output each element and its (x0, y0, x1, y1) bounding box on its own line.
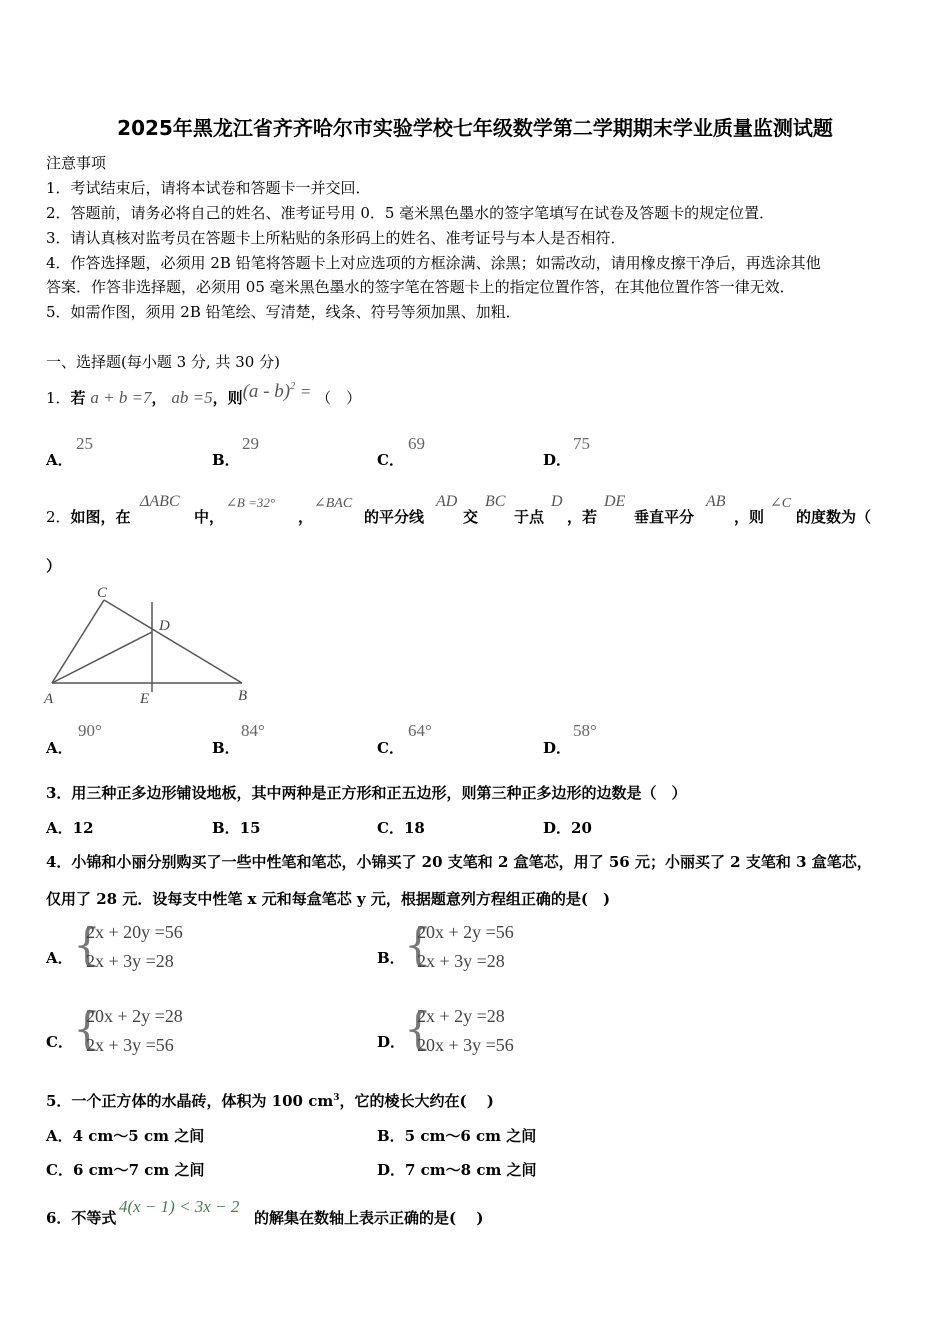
q4-c-eq1: 20x + 2y =28 (86, 1006, 183, 1026)
question-4-line2: 仅用了 28 元．设每支中性笔 x 元和每盒笔芯 y 元，根据题意列方程组正确的是( ) (46, 890, 611, 908)
q2-option-c: C． (377, 739, 404, 757)
q1-option-a-value: 25 (76, 434, 93, 453)
label-b: B (238, 688, 248, 704)
side-cb (104, 600, 242, 683)
q2-part: 的平分线 (364, 508, 425, 526)
q2-part: ，则 (734, 508, 765, 526)
q2-math-angle-bac: ∠BAC (314, 496, 353, 511)
q4-option-a: A． (46, 949, 73, 967)
q1-text: 若 (70, 389, 86, 407)
brace-icon: { (404, 1004, 432, 1055)
q2-option-a-value: 90° (78, 721, 102, 740)
q4-a-eq1: 2x + 20y =56 (86, 922, 183, 942)
q6-text: 的解集在数轴上表示正确的是( ) (254, 1209, 484, 1227)
question-5 (46, 1090, 494, 1111)
q3-option-b: B．15 (212, 819, 261, 837)
q2-part: 垂直平分 (634, 508, 695, 526)
brace-icon: { (73, 920, 101, 971)
segment-ad (52, 632, 152, 683)
label-c: C (97, 585, 108, 601)
notice-line: 5．如需作图，须用 2B 铅笔绘、写清楚，线条、符号等须加黑、加粗． (46, 303, 521, 321)
label-e: E (140, 691, 150, 707)
label-d: D (159, 618, 170, 634)
q1-num: 1． (46, 389, 71, 407)
brace-icon: { (404, 920, 432, 971)
q4-b-eq1: 20x + 2y =56 (417, 922, 514, 942)
q4-b-eq2: 2x + 3y =28 (417, 951, 505, 971)
question-3: 3．用三种正多边形铺设地板，其中两种是正方形和正五边形，则第三种正多边形的边数是（ ） (46, 784, 687, 802)
q1-math: = (299, 382, 312, 401)
q2-close: ） (46, 557, 62, 575)
q5-option-d: D．7 cm～8 cm 之间 (377, 1161, 537, 1179)
q1-math: a + b =7 (90, 388, 152, 407)
q1-option-a: A． (46, 451, 73, 469)
q1-sup: 2 (290, 381, 296, 392)
q4-d-eq1: 2x + 2y =28 (417, 1006, 505, 1026)
q2-part: ， (298, 508, 314, 526)
q5-sup: 3 (333, 1093, 340, 1103)
q5-text: 5．一个正方体的水晶砖，体积为 100 cm (46, 1092, 334, 1110)
q2-option-b-value: 84° (241, 721, 265, 740)
q2-math-angle-c: ∠C (770, 496, 792, 511)
notice-line: 4．作答选择题，必须用 2B 铅笔将答题卡上对应选项的方框涂满、涂黑；如需改动，请用橡皮擦干净后，再选涂其他 (46, 254, 821, 272)
q3-option-a: A．12 (46, 819, 94, 837)
q2-part: ，若 (567, 508, 598, 526)
q3-option-d: D．20 (543, 819, 592, 837)
q1-text: ， (151, 389, 167, 407)
q2-part: 的度数为（ (796, 508, 872, 526)
q6-math: 4(x − 1) < 3x − 2 (119, 1197, 240, 1216)
q2-part: 于点 (514, 508, 545, 526)
q2-option-a: A． (46, 739, 73, 757)
page-title: 2025年黑龙江省齐齐哈尔市实验学校七年级数学第二学期期末学业质量监测试题 (117, 116, 833, 140)
q2-part: 如图，在 (70, 508, 131, 526)
q1-option-d-value: 75 (573, 434, 590, 453)
q1-text: ，则 (212, 389, 243, 407)
brace-icon: { (73, 1004, 101, 1055)
q1-math: (a - b) (242, 381, 291, 402)
notice-line: 3．请认真核对监考员在答题卡上所粘贴的条形码上的姓名、准考证号与本人是否相符． (46, 229, 626, 247)
q2-math-de: DE (604, 493, 626, 510)
q2-option-b: B． (212, 739, 240, 757)
q4-option-d: D． (377, 1033, 406, 1051)
q5-option-b: B．5 cm～6 cm 之间 (377, 1127, 537, 1145)
label-a: A (44, 691, 54, 707)
q4-option-c: C． (46, 1033, 73, 1051)
q5-option-c: C．6 cm～7 cm 之间 (46, 1161, 205, 1179)
q2-part: 交 (463, 508, 479, 526)
triangle-figure (42, 580, 272, 710)
notice-line: 1．考试结束后，请将本试卷和答题卡一并交回． (46, 179, 371, 197)
q2-math-ad: AD (436, 493, 458, 510)
q5-option-a: A．4 cm～5 cm 之间 (46, 1127, 205, 1145)
q2-math-angle-b: ∠B =32° (226, 495, 276, 510)
q2-math-bc: BC (485, 493, 506, 510)
q4-a-eq2: 2x + 3y =28 (86, 951, 174, 971)
q4-d-eq2: 20x + 3y =56 (417, 1035, 514, 1055)
notice-heading: 注意事项 (46, 154, 107, 172)
q5-text: ，它的棱长大约在( ) (339, 1092, 494, 1110)
q2-math-triangle: ΔABC (140, 493, 180, 510)
q1-paren: （ ） (316, 389, 362, 407)
q2-math-d: D (551, 493, 563, 510)
q1-option-b-value: 29 (242, 434, 259, 453)
q4-c-eq2: 2x + 3y =56 (86, 1035, 174, 1055)
q1-option-b: B． (212, 451, 240, 469)
q2-option-d: D． (543, 739, 572, 757)
notice-line: 2．答题前，请务必将自己的姓名、准考证号用 0．5 毫米黑色墨水的签字笔填写在试卷及答题卡的规定位置． (46, 204, 775, 222)
q1-option-d: D． (543, 451, 572, 469)
q4-option-b: B． (377, 949, 405, 967)
q1-math: ab =5 (171, 388, 213, 407)
question-1 (46, 381, 362, 409)
q1-option-c: C． (377, 451, 404, 469)
q2-math-ab: AB (706, 493, 726, 510)
question-6: 6．不等式 (46, 1209, 117, 1227)
q2-num: 2． (46, 508, 71, 526)
q2-text (46, 506, 131, 527)
section-heading: 一、选择题(每小题 3 分, 共 30 分) (46, 353, 280, 371)
notice-line: 答案．作答非选择题，必须用 05 毫米黑色墨水的签字笔在答题卡上的指定位置作答，在其他位置作答一律无效． (46, 278, 795, 296)
q1-option-c-value: 69 (408, 434, 425, 453)
q2-option-c-value: 64° (408, 721, 432, 740)
q3-option-c: C．18 (377, 819, 425, 837)
q2-part: 中， (194, 508, 225, 526)
question-4-line1: 4．小锦和小丽分别购买了一些中性笔和笔芯，小锦买了 20 支笔和 2 盒笔芯，用了 56 元；小丽买了 2 支笔和 3 盒笔芯， (46, 853, 872, 871)
q2-option-d-value: 58° (573, 721, 597, 740)
